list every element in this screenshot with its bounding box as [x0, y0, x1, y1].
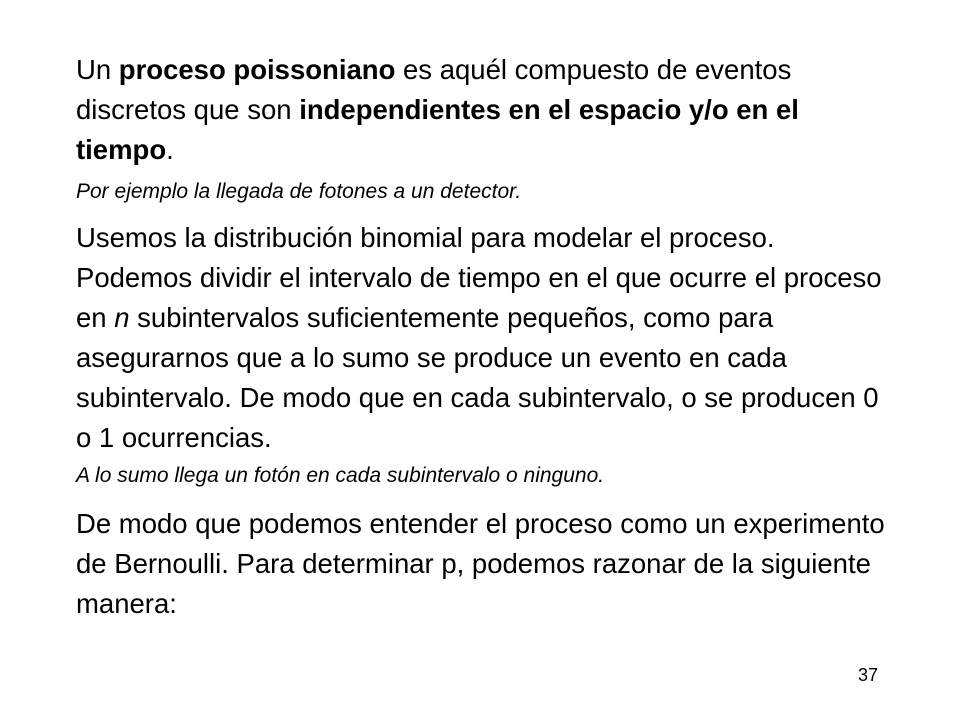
bold-term-poisson-process: proceso poissoniano: [118, 54, 396, 85]
slide-content: [76, 50, 896, 624]
text-span: Un: [76, 54, 119, 85]
text-span: Usemos la distribución binomial para modelar el proceso. Podemos dividir el intervalo de tiempo en el que ocurre el proceso en: [76, 222, 882, 333]
paragraph-bernoulli: De modo que podemos entender el proceso como un experimento de Bernoulli. Para determinar p, podemos razonar de la siguiente manera:: [76, 508, 885, 619]
example-note-subinterval: A lo sumo llega un fotón en cada subintervalo o ninguno.: [76, 464, 605, 487]
example-note-photons: Por ejemplo la llegada de fotones a un detector.: [76, 180, 522, 203]
text-span: es aquél compuesto de eventos discretos que son: [76, 54, 792, 125]
text-span: subintervalos suficientemente pequeños, como para asegurarnos que a lo sumo se produce un evento en cada subintervalo. De modo que en cada subintervalo, o se producen 0 o 1 ocurrencias.: [76, 302, 879, 453]
bold-term-independence: independientes en el espacio y/o en el tiempo: [76, 94, 799, 165]
paragraph-poisson-definition: [76, 50, 896, 170]
paragraph-binomial-model: [76, 218, 896, 458]
page-number: 37: [857, 665, 878, 685]
italic-variable-n: n: [114, 302, 130, 333]
text-span: .: [166, 134, 174, 165]
